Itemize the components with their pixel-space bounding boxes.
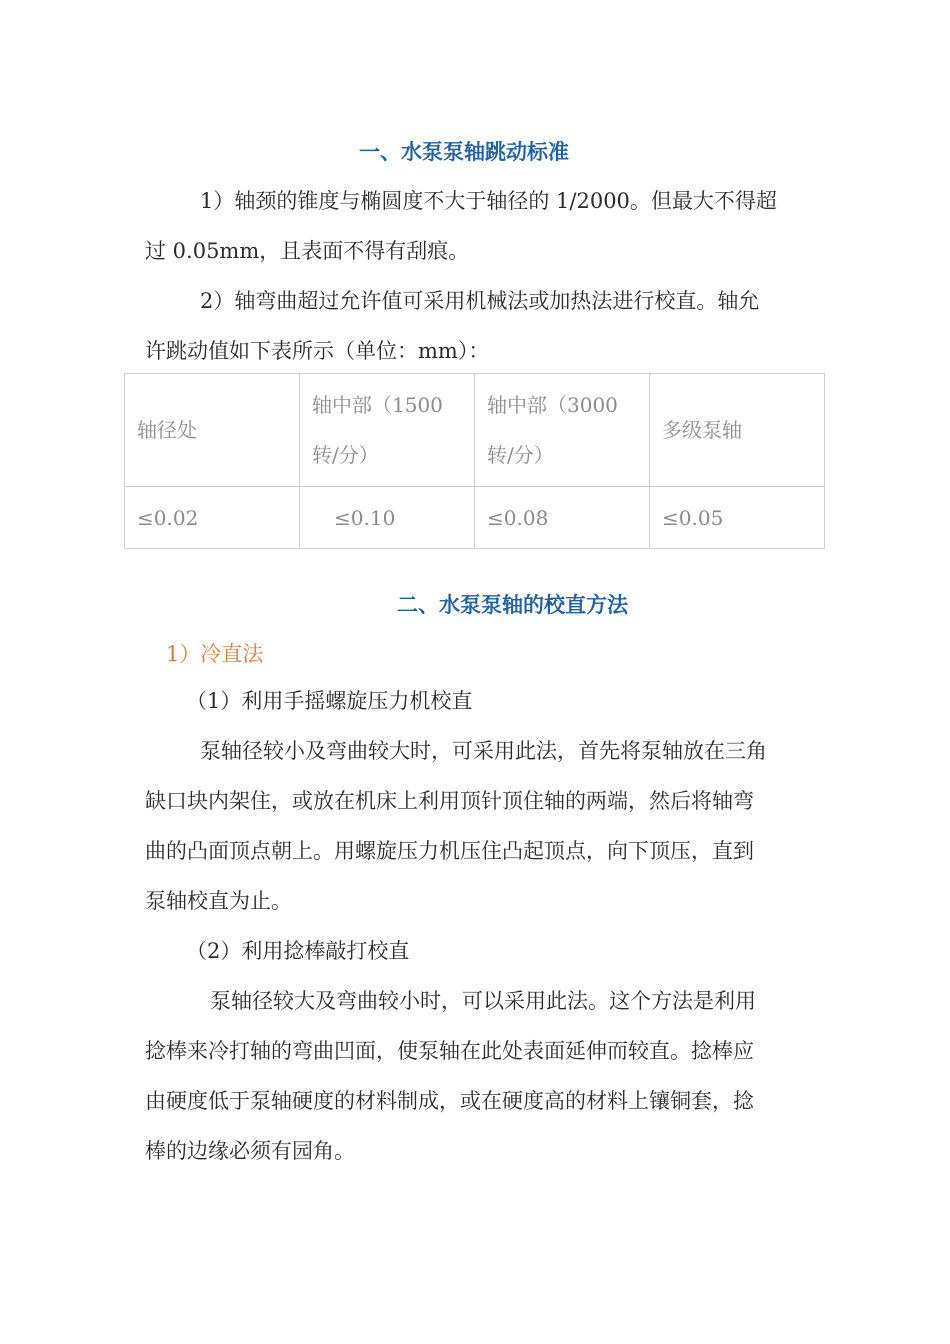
section-1-title: 一、水泵泵轴跳动标准 [359, 140, 569, 164]
table-cell: ≤0.10 [300, 487, 475, 549]
paragraph-2-line-2: 许跳动值如下表所示（单位：mm）： [145, 339, 490, 363]
header-line: 转/分） [487, 443, 554, 467]
header-line: 多级泵轴 [662, 418, 742, 442]
section-2-title: 二、水泵泵轴的校直方法 [397, 593, 628, 617]
table-cell: ≤0.02 [125, 487, 300, 549]
table-row [125, 487, 825, 549]
header-line: 轴径处 [137, 418, 197, 442]
header-line: 转/分） [312, 443, 379, 467]
table-header-row [125, 374, 825, 487]
table-cell: ≤0.05 [650, 487, 825, 549]
sub-method-2-line: 由硬度低于泵轴硬度的材料制成，或在硬度高的材料上镶铜套，捻 [145, 1089, 754, 1113]
table-header-cell [475, 374, 650, 487]
header-line: 轴中部（1500 [312, 393, 443, 417]
sub-method-1-line: 曲的凸面顶点朝上。用螺旋压力机压住凸起顶点，向下顶压，直到 [145, 839, 754, 863]
paragraph-1-line-2: 过 0.05mm，且表面不得有刮痕。 [145, 239, 470, 263]
sub-method-2-title: （2）利用捻棒敲打校直 [186, 939, 410, 963]
table-header-cell [650, 374, 825, 487]
sub-method-1-line: 泵轴径较小及弯曲较大时，可采用此法，首先将泵轴放在三角 [200, 739, 767, 763]
header-line: 轴中部（3000 [487, 393, 618, 417]
sub-method-1-title: （1）利用手摇螺旋压力机校直 [186, 689, 473, 713]
table-header-cell [300, 374, 475, 487]
sub-method-1-line: 缺口块内架住，或放在机床上利用顶针顶住轴的两端，然后将轴弯 [145, 789, 754, 813]
runout-table [124, 373, 825, 549]
sub-method-2-line: 泵轴径较大及弯曲较小时，可以采用此法。这个方法是利用 [210, 989, 756, 1013]
paragraph-2-line-1: 2）轴弯曲超过允许值可采用机械法或加热法进行校直。轴允 [200, 289, 760, 313]
sub-method-2-line: 棒的边缘必须有园角。 [145, 1139, 355, 1163]
paragraph-1-line-1: 1）轴颈的锥度与椭圆度不大于轴径的 1/2000。但最大不得超 [200, 189, 777, 213]
table-cell: ≤0.08 [475, 487, 650, 549]
sub-method-2-line: 捻棒来冷打轴的弯曲凹面，使泵轴在此处表面延伸而较直。捻棒应 [145, 1039, 754, 1063]
method-1-title: 1）冷直法 [166, 642, 264, 666]
sub-method-1-line: 泵轴校直为止。 [145, 889, 292, 913]
table-header-cell [125, 374, 300, 487]
